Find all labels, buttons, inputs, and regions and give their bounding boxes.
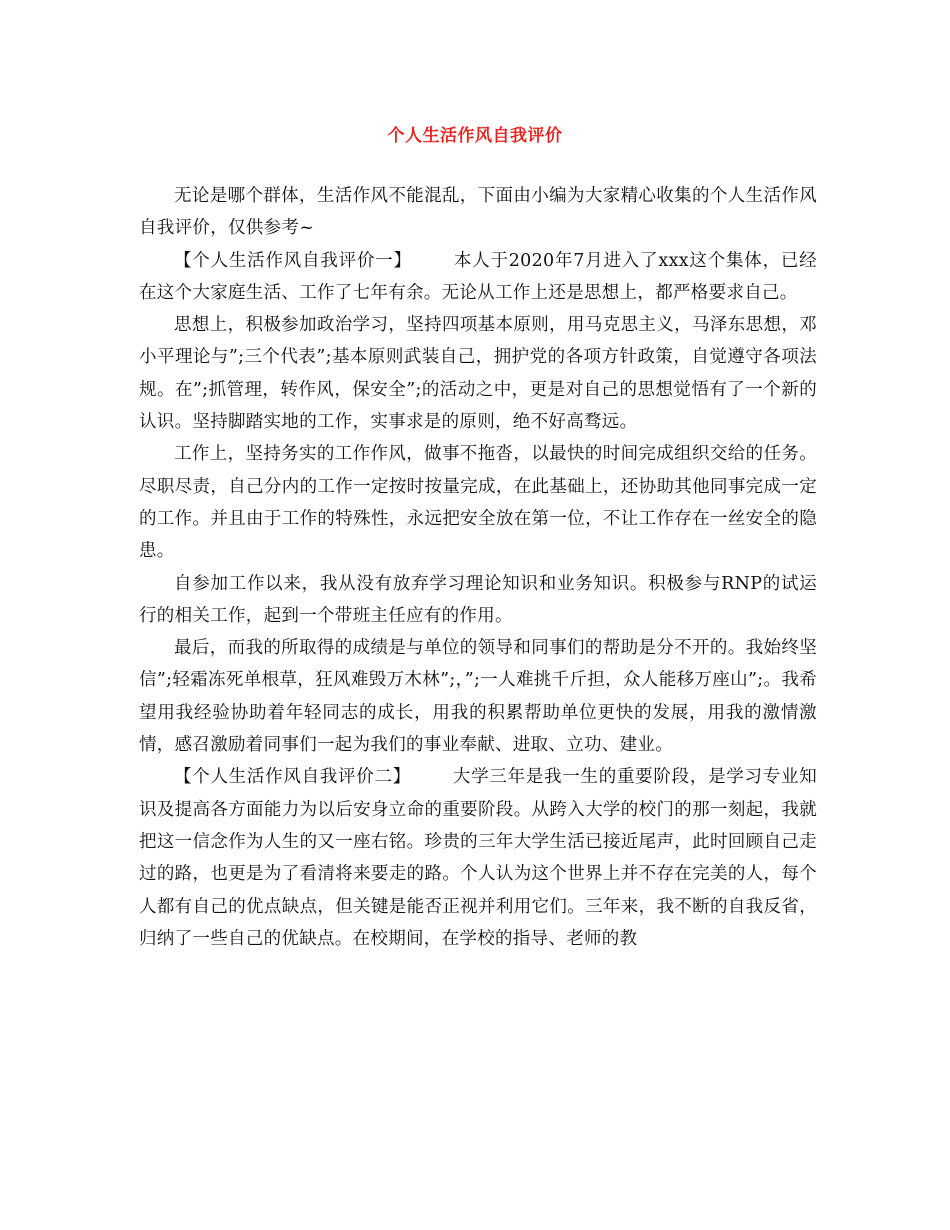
paragraph-conclusion (139, 632, 817, 761)
document-title: 个人生活作风自我评价 (387, 126, 563, 146)
section-heading: 【个人生活作风自我评价二】 (174, 767, 411, 788)
paragraph-intro (139, 180, 817, 245)
document-body (139, 180, 817, 955)
paragraph-text: 最后，而我的所取得的成绩是与单位的领导和同事们的帮助是分不开的。我始终坚信”;轻霜冻死单根草，狂风难毁万木林”;，”;一人难挑千斤担，众人能移万座山”;。我希望用我经验协助着年轻同志的成长，用我的积累帮助单位更快的发展，用我的激情激情，感召激励着同事们一起为我们的事业奉献、进取、立功、建业。 (139, 638, 817, 756)
paragraph-text: 大学三年是我一生的重要阶段，是学习专业知识及提高各方面能力为以后安身立命的重要阶段。从跨入大学的校门的那一刻起，我就把这一信念作为人生的又一座右铭。珍贵的三年大学生活已接近尾声，此时回顾自己走过的路，也更是为了看清将来要走的路。个人认为这个世界上并不存在完美的人，每个人都有自己的优点缺点，但关键是能否正视并利用它们。三年来，我不断的自我反省，归纳了一些自己的优缺点。在校期间，在学校的指导、老师的教 (139, 767, 817, 949)
paragraph-thought (139, 309, 817, 438)
paragraph-text: 无论是哪个群体，生活作风不能混乱，下面由小编为大家精心收集的个人生活作风自我评价，仅供参考~ (139, 186, 817, 239)
paragraph-section-one (139, 245, 817, 310)
paragraph-text: 本人于2020年7月进入了xxx这个集体，已经在这个大家庭生活、工作了七年有余。无论从工作上还是思想上，都严格要求自己。 (139, 250, 817, 303)
paragraph-study (139, 568, 817, 633)
section-heading: 【个人生活作风自我评价一】 (174, 250, 412, 271)
paragraph-text: 工作上，坚持务实的工作作风，做事不拖沓，以最快的时间完成组织交给的任务。尽职尽责，自己分内的工作一定按时按量完成，在此基础上，还协助其他同事完成一定的工作。并且由于工作的特殊性，永远把安全放在第一位，不让工作存在一丝安全的隐患。 (139, 444, 817, 562)
paragraph-section-two (139, 761, 817, 955)
paragraph-text: 自参加工作以来，我从没有放弃学习理论知识和业务知识。积极参与RNP的试运行的相关工作，起到一个带班主任应有的作用。 (139, 573, 817, 626)
paragraph-text: 思想上，积极参加政治学习，坚持四项基本原则，用马克思主义，马泽东思想，邓小平理论与”;三个代表”;基本原则武装自己，拥护党的各项方针政策，自觉遵守各项法规。在”;抓管理，转作风，保安全”;的活动之中，更是对自己的思想觉悟有了一个新的认识。坚持脚踏实地的工作，实事求是的原则，绝不好高骛远。 (139, 315, 817, 433)
paragraph-work (139, 438, 817, 567)
